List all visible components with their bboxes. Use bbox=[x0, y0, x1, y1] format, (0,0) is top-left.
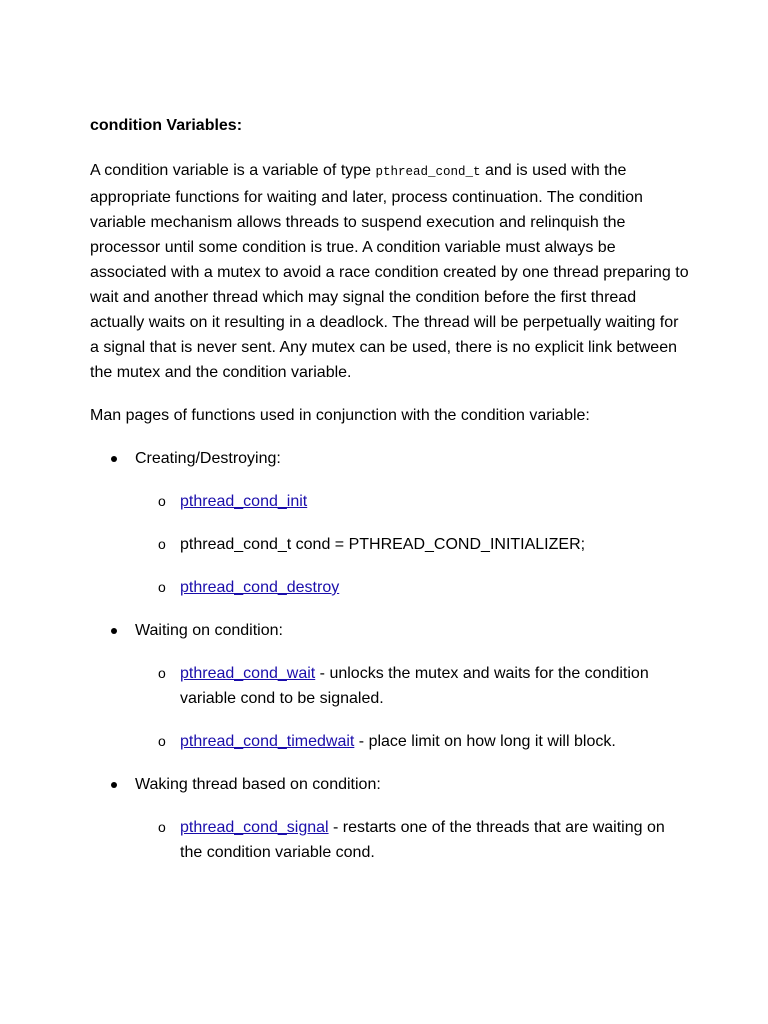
link-pthread-cond-timedwait[interactable]: pthread_cond_timedwait bbox=[180, 733, 355, 750]
man-pages-lead: Man pages of functions used in conjunction with the condition variable: bbox=[90, 407, 590, 424]
section-label: Waking thread based on condition: bbox=[135, 776, 381, 793]
list-item-waiting bbox=[90, 618, 690, 643]
section-heading: condition Variables: bbox=[90, 117, 243, 134]
sub-list-item bbox=[90, 815, 690, 865]
circle-bullet-icon: o bbox=[158, 819, 166, 835]
sub-list-item bbox=[90, 661, 690, 711]
circle-bullet-icon: o bbox=[158, 536, 166, 552]
item-description: - place limit on how long it will block. bbox=[354, 733, 616, 750]
bullet-dot-icon bbox=[111, 628, 117, 634]
document-content bbox=[90, 113, 690, 883]
intro-text-before: A condition variable is a variable of type bbox=[90, 162, 376, 179]
list-item-waking bbox=[90, 772, 690, 797]
link-pthread-cond-wait[interactable]: pthread_cond_wait bbox=[180, 665, 316, 682]
intro-paragraph bbox=[90, 158, 690, 385]
intro-text-after: and is used with the appropriate functions for waiting and later, process continuation. The condition variable mechanism allows threads to suspend execution and relinquish the processor until some condition is true. A condition variable must always be associated with a mutex to avoid a race condition created by one thread preparing to wait and another thread which may signal the condition before the first thread actually waits on it resulting in a deadlock. The thread will be perpetually waiting for a signal that is never sent. Any mutex can be used, there is no explicit link between the mutex and the condition variable. bbox=[90, 162, 689, 381]
sub-list-item bbox=[90, 489, 690, 514]
bullet-dot-icon bbox=[111, 782, 117, 788]
initializer-text: pthread_cond_t cond = PTHREAD_COND_INITIALIZER; bbox=[180, 536, 586, 553]
link-pthread-cond-signal[interactable]: pthread_cond_signal bbox=[180, 819, 329, 836]
item-description: - restarts one of the threads that are waiting on the condition variable cond. bbox=[180, 819, 665, 861]
bullet-dot-icon bbox=[111, 456, 117, 462]
link-pthread-cond-destroy[interactable]: pthread_cond_destroy bbox=[180, 579, 340, 596]
circle-bullet-icon: o bbox=[158, 493, 166, 509]
sub-list-item bbox=[90, 532, 690, 557]
circle-bullet-icon: o bbox=[158, 579, 166, 595]
section-label: Creating/Destroying: bbox=[135, 450, 281, 467]
sub-list-item bbox=[90, 729, 690, 754]
sub-list-item bbox=[90, 575, 690, 600]
item-description: - unlocks the mutex and waits for the condition variable cond to be signaled. bbox=[180, 665, 649, 707]
link-pthread-cond-init[interactable]: pthread_cond_init bbox=[180, 493, 308, 510]
list-item-creating-destroying bbox=[90, 446, 690, 471]
section-label: Waiting on condition: bbox=[135, 622, 283, 639]
circle-bullet-icon: o bbox=[158, 665, 166, 681]
circle-bullet-icon: o bbox=[158, 733, 166, 749]
intro-code-type: pthread_cond_t bbox=[375, 165, 481, 179]
